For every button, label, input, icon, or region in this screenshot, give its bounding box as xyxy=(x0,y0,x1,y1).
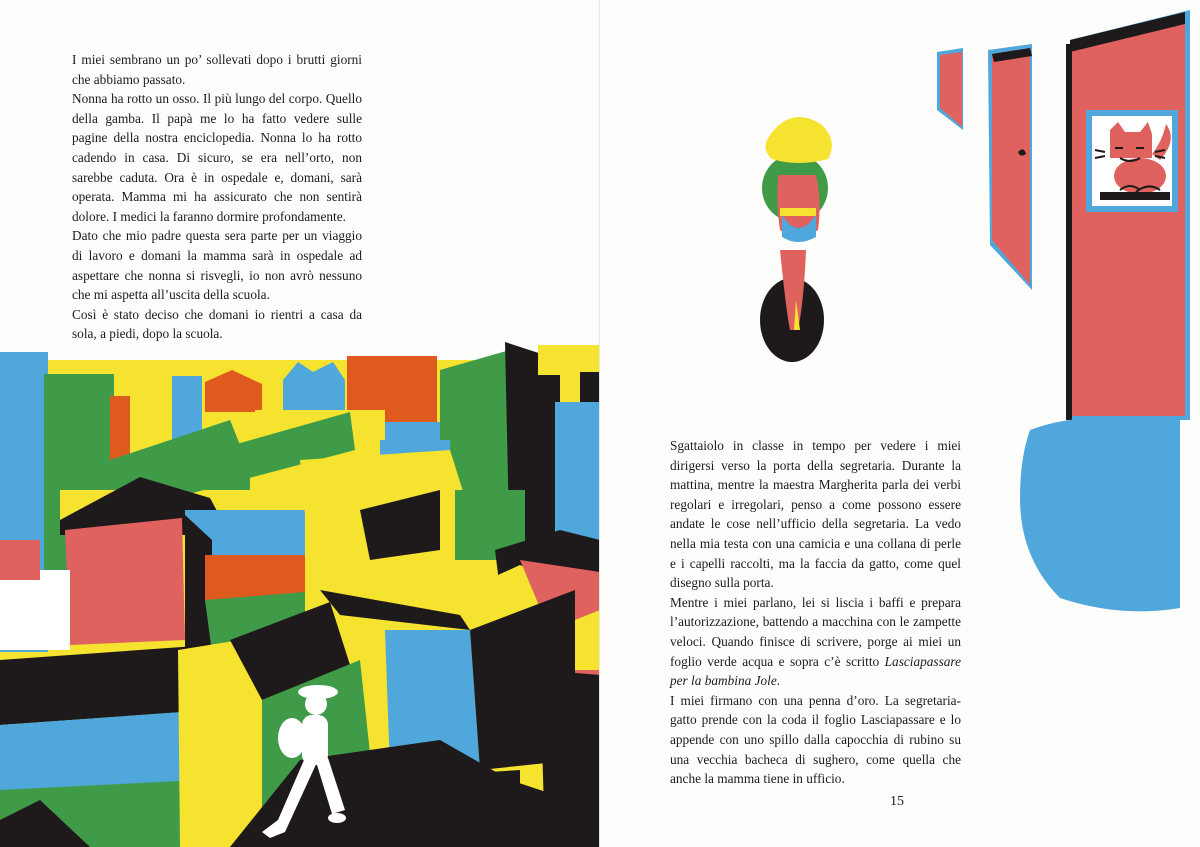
paragraph: Dato che mio padre questa sera parte per un viaggio di lavoro e domani la mamma sarà in ospedale ad aspettare che nonna si risvegli, io non avrò nessuno che mi aspetta all’uscita della scuola. xyxy=(72,228,362,303)
paragraph: Sgattaiolo in classe in tempo per vedere i miei dirigersi verso la porta della segretaria. Durante la mattina, mentre la maestra Margherita parla dei verbi regolari e irregolari, penso a come possono essere andate le cose nell’ufficio della segretaria. La vedo nella mia testa con una camicia e una collana di perle e i capelli raccolti, ma la faccia da gatto, come quel disegno sulla porta. xyxy=(670,438,961,591)
paragraph: Nonna ha rotto un osso. Il più lungo del corpo. Quello della gamba. Il papà me lo ha fatto vedere sulle pagine della nostra enciclopedia. Nonna lo ha rotto cadendo in casa. Di sicuro, se era nell’orto, non sarebbe caduta. Ora è in ospedale e, domani, sarà operata. Mamma mi ha assicurato che non sentirà dolore. I medici la faranno dormire profondamente. xyxy=(72,91,362,224)
paragraph: Così è stato deciso che domani io rientri a casa da sola, a piedi, dopo la scuola. xyxy=(72,306,362,342)
paragraph: I miei firmano con una penna d’oro. La segretaria-gatto prende con la coda il foglio Lasciapassare e lo appende con uno spillo dalla capocchia di rubino su una vecchia bacheca di sughero, come quella che anche la mamma tiene in ufficio. xyxy=(670,692,961,787)
paragraph xyxy=(670,593,961,691)
left-page-text xyxy=(72,50,362,344)
right-page-text xyxy=(670,436,961,789)
page-number: 15 xyxy=(890,794,904,809)
paragraph: I miei sembrano un po’ sollevati dopo i brutti giorni che abbiamo passato. xyxy=(72,52,362,87)
period: . xyxy=(776,673,781,689)
city-illustration xyxy=(0,340,600,847)
right-page xyxy=(600,0,1200,847)
paragraph-text: Mentre i miei parlano, lei si liscia i baffi e prepara l’autorizzazione, battendo a macchina con le zampette veloci. Quando finisce di scrivere, porge ai miei un foglio verde acqua e sopra c’è scritto xyxy=(670,594,961,669)
italic-pass-title: Lasciapassare per la bambina Jole xyxy=(670,653,961,689)
child-figure xyxy=(760,117,832,362)
